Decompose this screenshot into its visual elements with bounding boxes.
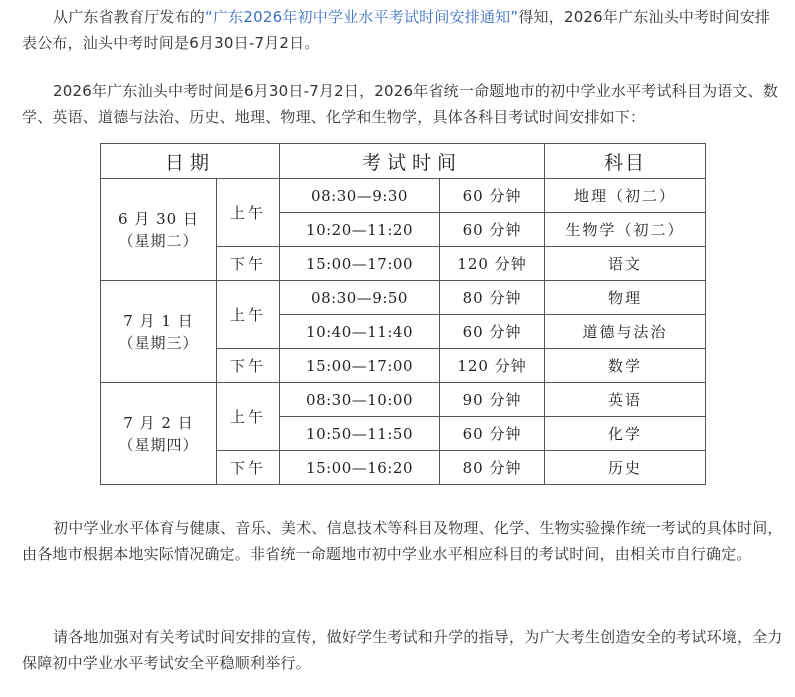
subject-cell: 化学 <box>545 417 706 451</box>
period-am: 上午 <box>217 281 280 349</box>
weekday-label: （星期二） <box>118 231 199 250</box>
subject-cell: 英语 <box>545 383 706 417</box>
notice-link[interactable]: “广东2026年初中学业水平考试时间安排通知” <box>205 8 519 26</box>
period-pm: 下午 <box>217 451 280 485</box>
date-cell <box>101 179 217 281</box>
header-date: 日期 <box>101 144 280 179</box>
time-cell: 10:20—11:20 <box>280 213 440 247</box>
date-label: 7 月 2 日 <box>123 413 194 432</box>
subjects-paragraph: 2026年广东汕头中考时间是6月30日-7月2日，2026年省统一命题地市的初中学业水平考试科目为语文、数学、英语、道德与法治、历史、地理、物理、化学和生物学，具体各科目考试时间安排如下： <box>22 82 779 126</box>
date-label: 7 月 1 日 <box>123 311 194 330</box>
duration-cell: 120 分钟 <box>440 349 545 383</box>
exam-schedule-table <box>100 143 706 485</box>
intro-paragraph <box>22 4 784 56</box>
duration-cell: 90 分钟 <box>440 383 545 417</box>
period-am: 上午 <box>217 179 280 247</box>
duration-cell: 60 分钟 <box>440 315 545 349</box>
header-subject: 科目 <box>545 144 706 179</box>
duration-cell: 120 分钟 <box>440 247 545 281</box>
table-row <box>101 281 706 315</box>
time-cell: 15:00—16:20 <box>280 451 440 485</box>
table-row <box>101 179 706 213</box>
subject-cell: 语文 <box>545 247 706 281</box>
supplementary-paragraph: 初中学业水平体育与健康、音乐、美术、信息技术等科目及物理、化学、生物实验操作统一考试的具体时间，由各地市根据本地实际情况确定。非省统一命题地市初中学业水平相应科目的考试时间，由相关市自行确定。 <box>22 519 783 563</box>
subject-cell: 道德与法治 <box>545 315 706 349</box>
subject-cell: 地理（初二） <box>545 179 706 213</box>
date-cell <box>101 281 217 383</box>
subject-cell: 历史 <box>545 451 706 485</box>
weekday-label: （星期三） <box>118 333 199 352</box>
time-cell: 10:40—11:40 <box>280 315 440 349</box>
header-time: 考试时间 <box>280 144 545 179</box>
time-cell: 08:30—10:00 <box>280 383 440 417</box>
date-cell <box>101 383 217 485</box>
time-cell: 15:00—17:00 <box>280 247 440 281</box>
subject-cell: 物理 <box>545 281 706 315</box>
duration-cell: 80 分钟 <box>440 281 545 315</box>
intro-text-after: 得知，2026年广东汕头中考时间安排表公布，汕头中考时间是6月30日-7月2日。 <box>22 8 771 52</box>
subject-cell: 数学 <box>545 349 706 383</box>
period-am: 上午 <box>217 383 280 451</box>
duration-cell: 60 分钟 <box>440 417 545 451</box>
time-cell: 08:30—9:50 <box>280 281 440 315</box>
period-pm: 下午 <box>217 349 280 383</box>
date-label: 6 月 30 日 <box>118 209 199 228</box>
intro-text-before: 从广东省教育厅发布的 <box>53 8 206 26</box>
table-row <box>101 383 706 417</box>
closing-paragraph: 请各地加强对有关考试时间安排的宣传，做好学生考试和升学的指导，为广大考生创造安全的考试环境，全力保障初中学业水平考试安全平稳顺利举行。 <box>22 628 783 672</box>
time-cell: 08:30—9:30 <box>280 179 440 213</box>
period-pm: 下午 <box>217 247 280 281</box>
duration-cell: 60 分钟 <box>440 179 545 213</box>
duration-cell: 80 分钟 <box>440 451 545 485</box>
subject-cell: 生物学（初二） <box>545 213 706 247</box>
table-header-row <box>101 144 706 179</box>
time-cell: 15:00—17:00 <box>280 349 440 383</box>
duration-cell: 60 分钟 <box>440 213 545 247</box>
time-cell: 10:50—11:50 <box>280 417 440 451</box>
weekday-label: （星期四） <box>118 435 199 454</box>
